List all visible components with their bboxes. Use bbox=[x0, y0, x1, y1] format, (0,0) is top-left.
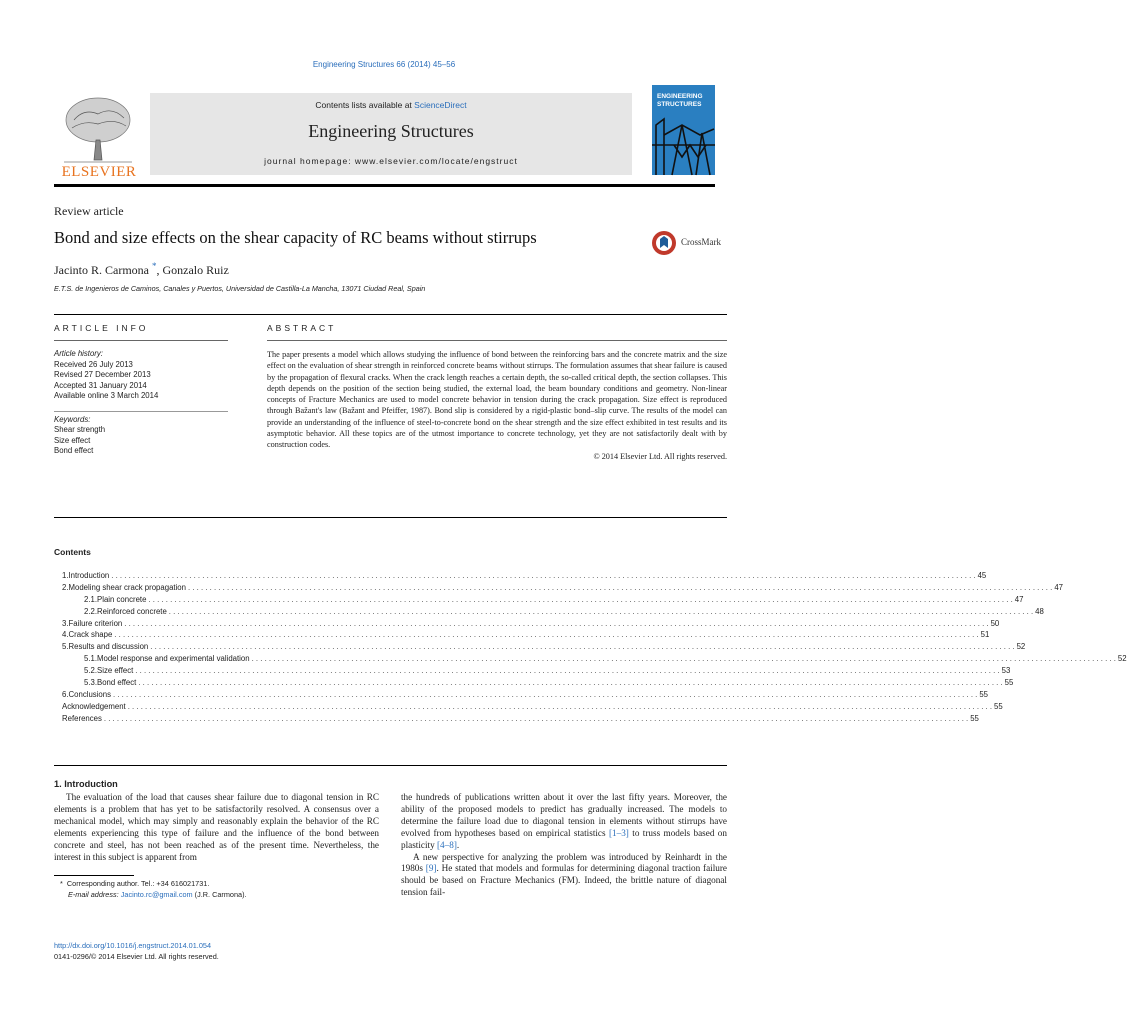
article-info-heading: ARTICLE INFO bbox=[54, 323, 149, 333]
journal-homepage-line bbox=[150, 156, 632, 166]
toc-entry-number: 2.2. bbox=[84, 606, 98, 616]
elsevier-logo[interactable] bbox=[54, 90, 144, 182]
article-info-rule bbox=[54, 340, 228, 341]
toc-leader-dots: . . . . . . . . . . . . . . . . . . . . . . . . . . . . . . . . . . . . . . . . . . . . . . . . . . . . . . . . . . . . . . . . . . . . . . . . . . . . . . . . . . . . . . . . . . . . . . . . . . . . . . . . . . . . . . . . . . . . . . . . . . . . . . . . . . . . . . . . . . . . . . . . . . . . . . . . . . . . . . . . . . . . . . . . . . . . . . . . . . . . . . . . . . . . . . . . . . . . . . . . bbox=[138, 678, 1003, 688]
citation-link[interactable]: [9] bbox=[425, 863, 437, 874]
toc-entry-page: 52 bbox=[1117, 654, 1127, 664]
toc-entry-title[interactable]: Model response and experimental validation bbox=[97, 654, 250, 664]
abstract-heading: ABSTRACT bbox=[267, 323, 337, 333]
toc-entry-page: 51 bbox=[980, 630, 990, 640]
homepage-label: journal homepage: bbox=[264, 156, 355, 166]
toc-entry-number: 2.1. bbox=[84, 594, 98, 604]
citation-link[interactable]: [1–3] bbox=[608, 827, 629, 838]
toc-entry-page: 55 bbox=[979, 689, 989, 699]
corresponding-author-note: * Corresponding author. Tel.: +34 616021731. bbox=[60, 879, 210, 888]
toc-entry-title[interactable]: Modeling shear crack propagation bbox=[68, 582, 186, 592]
toc-entry[interactable] bbox=[54, 666, 1011, 678]
toc-entry[interactable] bbox=[54, 571, 987, 583]
abstract-rule bbox=[267, 340, 727, 341]
toc-entry-page: 55 bbox=[970, 713, 979, 723]
toc-leader-dots: . . . . . . . . . . . . . . . . . . . . . . . . . . . . . . . . . . . . . . . . . . . . . . . . . . . . . . . . . . . . . . . . . . . . . . . . . . . . . . . . . . . . . . . . . . . . . . . . . . . . . . . . . . . . . . . . . . . . . . . . . . . . . . . . . . . . . . . . . . . . . . . . . . . . . . . . . . . . . . . . . . . . . . . . . . . . . . . . . . . . . . . . . . . . . . . . . . . . . . . . bbox=[187, 582, 1053, 592]
journal-banner bbox=[54, 85, 715, 182]
crossmark-label: CrossMark bbox=[681, 237, 721, 247]
toc-entry-page: 48 bbox=[1035, 606, 1044, 616]
toc-entry[interactable] bbox=[54, 582, 1063, 595]
table-of-contents bbox=[54, 571, 1127, 726]
toc-leader-dots: . . . . . . . . . . . . . . . . . . . . . . . . . . . . . . . . . . . . . . . . . . . . . . . . . . . . . . . . . . . . . . . . . . . . . . . . . . . . . . . . . . . . . . . . . . . . . . . . . . . . . . . . . . . . . . . . . . . . . . . . . . . . . . . . . . . . . . . . . . . . . . . . . . . . . . . . . . . . . . . . . . . . . . . . . . . . . . . . . . . . . . . . . . . . . . . . . . . . . . . . bbox=[150, 642, 1015, 652]
email-link[interactable]: Jacinto.rc@gmail.com bbox=[120, 889, 193, 899]
issn-copyright: 0141-0296/© 2014 Elsevier Ltd. All rights reserved. bbox=[54, 951, 219, 961]
toc-entry-number: 1. bbox=[62, 571, 69, 580]
body-paragraph: A new perspective for analyzing the problem was introduced by Reinhardt in the 1980s [9]. He stated that models and formulas for determining diagonal traction failure should be based on Fracture Mechanics (FM). Indeed, the brittle nature of diagonal tension fail- bbox=[401, 851, 727, 898]
toc-entry-title[interactable]: Crack shape bbox=[68, 630, 113, 640]
history-item: Accepted 31 January 2014 bbox=[54, 380, 147, 390]
toc-entry[interactable] bbox=[54, 642, 1026, 654]
toc-entry-number: 6. bbox=[62, 689, 69, 699]
toc-entry-title[interactable]: Bond effect bbox=[97, 678, 137, 688]
toc-entry-title[interactable]: Reinforced concrete bbox=[97, 606, 167, 616]
citation-link[interactable]: [4–8] bbox=[436, 839, 457, 850]
toc-entry[interactable] bbox=[54, 594, 1024, 607]
contents-heading: Contents bbox=[54, 547, 91, 557]
corresponding-author-mark[interactable]: * bbox=[151, 261, 157, 271]
toc-entry-title[interactable]: Acknowledgement bbox=[62, 701, 126, 711]
toc-entry-number: 4. bbox=[62, 630, 69, 640]
bridge-structure-icon bbox=[652, 85, 715, 175]
toc-entry-number: 5. bbox=[62, 642, 69, 652]
abstract-block bbox=[267, 349, 727, 462]
abstract-copyright: © 2014 Elsevier Ltd. All rights reserved. bbox=[593, 451, 727, 461]
email-note: E-mail address: Jacinto.rc@gmail.com (J.R. Carmona). bbox=[68, 889, 247, 899]
article-type: Review article bbox=[54, 204, 124, 218]
toc-entry-page: 50 bbox=[990, 618, 1000, 628]
journal-header-box bbox=[150, 93, 632, 175]
toc-leader-dots: . . . . . . . . . . . . . . . . . . . . . . . . . . . . . . . . . . . . . . . . . . . . . . . . . . . . . . . . . . . . . . . . . . . . . . . . . . . . . . . . . . . . . . . . . . . . . . . . . . . . . . . . . . . . . . . . . . . . . . . . . . . . . . . . . . . . . . . . . . . . . . . . . . . . . . . . . . . . . . . . . . . . . . . . . . . . . . . . . . . . . . . . . . . . . . . . . . . . . . . . bbox=[127, 701, 993, 711]
journal-title: Engineering Structures bbox=[308, 121, 474, 141]
body-column-right bbox=[401, 792, 727, 899]
cover-title-line-2: STRUCTURES bbox=[657, 101, 702, 108]
toc-leader-dots: . . . . . . . . . . . . . . . . . . . . . . . . . . . . . . . . . . . . . . . . . . . . . . . . . . . . . . . . . . . . . . . . . . . . . . . . . . . . . . . . . . . . . . . . . . . . . . . . . . . . . . . . . . . . . . . . . . . . . . . . . . . . . . . . . . . . . . . . . . . . . . . . . . . . . . . . . . . . . . . . . . . . . . . . . . . . . . . . . . . . . . . . . . . . . . . . . . . . . . . . bbox=[251, 654, 1116, 664]
body-column-left bbox=[54, 792, 379, 863]
homepage-url[interactable]: www.elsevier.com/locate/engstruct bbox=[354, 156, 518, 166]
toc-entry-title[interactable]: Results and discussion bbox=[68, 642, 149, 652]
author-affiliation: E.T.S. de Ingenieros de Caminos, Canales y Puertos, Universidad de Castilla-La Mancha, 13071 Ciudad Real, Spain bbox=[54, 284, 426, 293]
footnote-rule bbox=[54, 875, 134, 876]
toc-entry[interactable] bbox=[54, 689, 989, 702]
toc-entry-number: 5.3. bbox=[84, 678, 98, 688]
keyword: Size effect bbox=[54, 435, 91, 445]
article-info-block bbox=[54, 349, 228, 457]
crossmark-badge[interactable] bbox=[651, 229, 731, 257]
paper-title: Bond and size effects on the shear capacity of RC beams without stirrups bbox=[54, 228, 537, 247]
toc-entry[interactable] bbox=[54, 654, 1127, 666]
cover-title-line-1: ENGINEERING bbox=[657, 93, 703, 100]
toc-entry-page: 47 bbox=[1014, 594, 1024, 604]
keywords-label: Keywords: bbox=[54, 414, 91, 424]
header-divider bbox=[54, 314, 727, 315]
toc-entry-page: 47 bbox=[1054, 582, 1063, 592]
toc-leader-dots: . . . . . . . . . . . . . . . . . . . . . . . . . . . . . . . . . . . . . . . . . . . . . . . . . . . . . . . . . . . . . . . . . . . . . . . . . . . . . . . . . . . . . . . . . . . . . . . . . . . . . . . . . . . . . . . . . . . . . . . . . . . . . . . . . . . . . . . . . . . . . . . . . . . . . . . . . . . . . . . . . . . . . . . . . . . . . . . . . . . . . . . . . . . . . . . . . . . . . . . . bbox=[148, 594, 1013, 604]
section-heading-introduction: 1. Introduction bbox=[54, 779, 118, 789]
toc-leader-dots: . . . . . . . . . . . . . . . . . . . . . . . . . . . . . . . . . . . . . . . . . . . . . . . . . . . . . . . . . . . . . . . . . . . . . . . . . . . . . . . . . . . . . . . . . . . . . . . . . . . . . . . . . . . . . . . . . . . . . . . . . . . . . . . . . . . . . . . . . . . . . . . . . . . . . . . . . . . . . . . . . . . . . . . . . . . . . . . . . . . . . . . . . . . . . . . . . . . . . . . . bbox=[135, 666, 1000, 676]
body-paragraph: The evaluation of the load that causes shear failure due to diagonal tension in RC elements is a problem that has yet to be satisfactorily resolved. A consensus over a mechanical model, which may simply and reasonably explain the behavior of the RC elements experiencing this type of failure and the influence of the bond between concrete and steel, has not been reached as of the present time. Nevertheless, the interest in this subject is apparent from bbox=[54, 792, 379, 862]
toc-leader-dots: . . . . . . . . . . . . . . . . . . . . . . . . . . . . . . . . . . . . . . . . . . . . . . . . . . . . . . . . . . . . . . . . . . . . . . . . . . . . . . . . . . . . . . . . . . . . . . . . . . . . . . . . . . . . . . . . . . . . . . . . . . . . . . . . . . . . . . . . . . . . . . . . . . . . . . . . . . . . . . . . . . . . . . . . . . . . . . . . . . . . . . . . . . . . . . . . . . . . . . . . bbox=[113, 689, 978, 699]
history-item: Revised 27 December 2013 bbox=[54, 370, 151, 379]
keyword: Bond effect bbox=[54, 446, 94, 455]
keywords-rule bbox=[54, 411, 228, 412]
toc-entry-number: 3. bbox=[62, 618, 69, 628]
toc-entry[interactable] bbox=[54, 678, 1014, 690]
contents-available-line bbox=[150, 100, 632, 110]
toc-entry[interactable] bbox=[54, 606, 1044, 619]
toc-entry-title[interactable]: Introduction bbox=[68, 571, 110, 580]
abstract-divider bbox=[54, 517, 727, 518]
toc-leader-dots: . . . . . . . . . . . . . . . . . . . . . . . . . . . . . . . . . . . . . . . . . . . . . . . . . . . . . . . . . . . . . . . . . . . . . . . . . . . . . . . . . . . . . . . . . . . . . . . . . . . . . . . . . . . . . . . . . . . . . . . . . . . . . . . . . . . . . . . . . . . . . . . . . . . . . . . . . . . . . . . . . . . . . . . . . . . . . . . . . . . . . . . . . . . . . . . . . . . . . . . . bbox=[114, 630, 979, 640]
crossmark-icon bbox=[651, 230, 677, 256]
author-name[interactable]: Jacinto R. Carmona bbox=[54, 263, 149, 277]
publisher-logo-text: ELSEVIER bbox=[61, 164, 137, 180]
toc-entry-page: 52 bbox=[1016, 642, 1026, 652]
toc-leader-dots: . . . . . . . . . . . . . . . . . . . . . . . . . . . . . . . . . . . . . . . . . . . . . . . . . . . . . . . . . . . . . . . . . . . . . . . . . . . . . . . . . . . . . . . . . . . . . . . . . . . . . . . . . . . . . . . . . . . . . . . . . . . . . . . . . . . . . . . . . . . . . . . . . . . . . . . . . . . . . . . . . . . . . . . . . . . . . . . . . . . . . . . . . . . . . . . . . . . . . . . . bbox=[111, 571, 976, 580]
toc-entry-page: 55 bbox=[1004, 678, 1014, 688]
footnotes bbox=[54, 879, 379, 901]
toc-entry-number: 5.1. bbox=[84, 654, 98, 664]
history-label: Article history: bbox=[54, 349, 103, 358]
history-item: Available online 3 March 2014 bbox=[54, 391, 159, 400]
abstract-text: The paper presents a model which allows studying the influence of bond between the reinforcing bars and the concrete matrix and the size effect on the evaluation of shear strength in reinforced concrete beams without stirrups. The formulation assumes that shear failure is caused by the propagation of flexural cracks. When the crack length reaches a certain depth, the so-called critical depth, the section collapses. This depth depends on the position of the section being studied, the external load, the beam boundary conditions and geometry. Non-linear concepts of Fracture Mechanics are used to model concrete behavior in tension during the crack propagation. Size effect is reproduced through Bažant's law (Bažant and Pfeiffer, 1987). Bond slip is considered by a rigid-plastic bond–slip curve. The results of the model can provide an understanding of the influence of steel-to-concrete bond on the shear strength and the size effect exhibited in test results and its asymptotic behavior. All these topics are of the utmost importance to concrete technology, yet they are not satisfactorily dealt with by construction codes. bbox=[267, 350, 727, 450]
toc-entry-number: 2. bbox=[62, 582, 69, 592]
toc-leader-dots: . . . . . . . . . . . . . . . . . . . . . . . . . . . . . . . . . . . . . . . . . . . . . . . . . . . . . . . . . . . . . . . . . . . . . . . . . . . . . . . . . . . . . . . . . . . . . . . . . . . . . . . . . . . . . . . . . . . . . . . . . . . . . . . . . . . . . . . . . . . . . . . . . . . . . . . . . . . . . . . . . . . . . . . . . . . . . . . . . . . . . . . . . . . . . . . . . . . . . . . . bbox=[103, 713, 969, 723]
toc-entry[interactable] bbox=[54, 618, 1000, 631]
toc-entry[interactable] bbox=[54, 630, 990, 642]
toc-entry-title[interactable]: Size effect bbox=[97, 666, 134, 676]
toc-entry-page: 53 bbox=[1001, 666, 1011, 676]
contents-divider bbox=[54, 765, 727, 766]
toc-entry-page: 45 bbox=[977, 571, 987, 580]
toc-entry[interactable] bbox=[54, 713, 979, 726]
toc-entry-title[interactable]: Failure criterion bbox=[68, 618, 123, 628]
doi-block bbox=[54, 941, 219, 963]
body-paragraph: the hundreds of publications written about it over the last fifty years. Moreover, the ability of the proposed models to predict has gradually increased. The models to determine the failure load due to diagonal tension in elements without stirrups have evolved from hypotheses based on empirical statistics [1–3] to truss models based on plasticity [4–8]. bbox=[401, 792, 727, 850]
toc-leader-dots: . . . . . . . . . . . . . . . . . . . . . . . . . . . . . . . . . . . . . . . . . . . . . . . . . . . . . . . . . . . . . . . . . . . . . . . . . . . . . . . . . . . . . . . . . . . . . . . . . . . . . . . . . . . . . . . . . . . . . . . . . . . . . . . . . . . . . . . . . . . . . . . . . . . . . . . . . . . . . . . . . . . . . . . . . . . . . . . . . . . . . . . . . . . . . . . . . . . . . . . . bbox=[168, 606, 1034, 616]
doi-link[interactable]: http://dx.doi.org/10.1016/j.engstruct.2014.01.054 bbox=[54, 941, 211, 950]
keyword: Shear strength bbox=[54, 425, 106, 434]
toc-leader-dots: . . . . . . . . . . . . . . . . . . . . . . . . . . . . . . . . . . . . . . . . . . . . . . . . . . . . . . . . . . . . . . . . . . . . . . . . . . . . . . . . . . . . . . . . . . . . . . . . . . . . . . . . . . . . . . . . . . . . . . . . . . . . . . . . . . . . . . . . . . . . . . . . . . . . . . . . . . . . . . . . . . . . . . . . . . . . . . . . . . . . . . . . . . . . . . . . . . . . . . . . bbox=[124, 618, 989, 628]
banner-divider bbox=[54, 184, 715, 187]
toc-entry-number: 5.2. bbox=[84, 666, 98, 676]
journal-cover-image[interactable] bbox=[652, 85, 715, 175]
sciencedirect-link[interactable]: ScienceDirect bbox=[414, 100, 467, 110]
toc-entry-page: 55 bbox=[994, 701, 1003, 711]
author-name[interactable]: , Gonzalo Ruiz bbox=[156, 263, 229, 277]
journal-citation[interactable]: Engineering Structures 66 (2014) 45–56 bbox=[312, 60, 456, 69]
toc-entry-title[interactable]: References bbox=[62, 713, 102, 723]
author-list bbox=[54, 261, 229, 278]
history-item: Received 26 July 2013 bbox=[54, 359, 133, 369]
toc-entry-title[interactable]: Conclusions bbox=[68, 689, 111, 699]
contents-available-text: Contents lists available at bbox=[315, 100, 415, 110]
toc-entry[interactable] bbox=[54, 701, 1003, 714]
toc-entry-title[interactable]: Plain concrete bbox=[97, 594, 147, 604]
